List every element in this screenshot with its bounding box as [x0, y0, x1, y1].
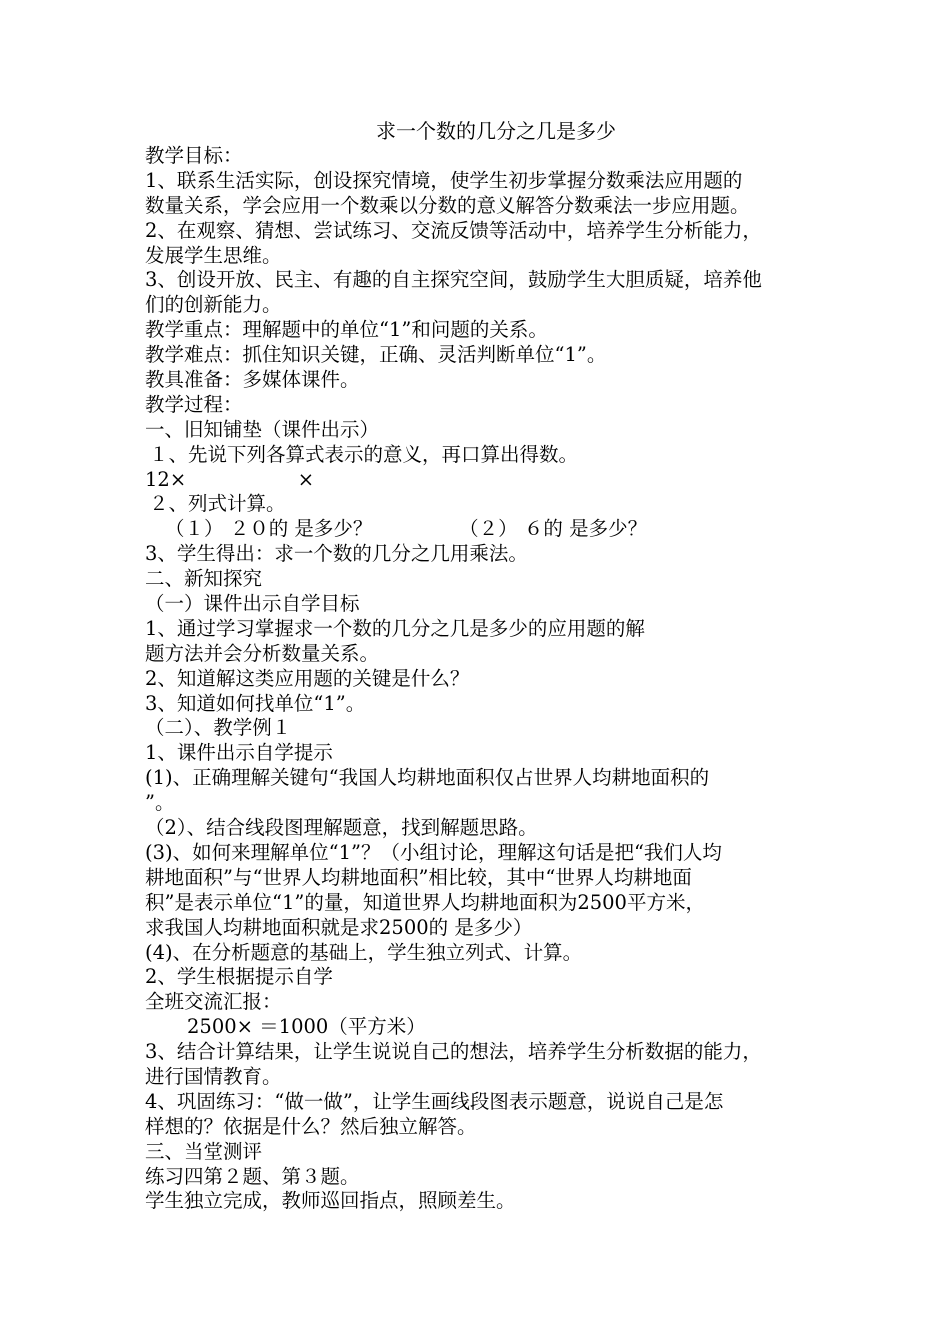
text-line: 进行国情教育。: [145, 1064, 282, 1088]
text-line: 3、创设开放、民主、有趣的自主探究空间，鼓励学生大胆质疑，培养他: [145, 268, 762, 292]
text-line: 3、结合计算结果，让学生说说自己的想法，培养学生分析数据的能力，: [145, 1040, 762, 1064]
text-line: 教具准备：多媒体课件。: [145, 368, 360, 392]
text-line: 4、巩固练习：“做一做”，让学生画线段图表示题意，说说自己是怎: [145, 1089, 724, 1113]
text-line: (3)、如何来理解单位“1”？（小组讨论，理解这句话是把“我们人均: [145, 840, 722, 864]
text-line: （二）、教学例１: [145, 716, 292, 740]
text-line: 教学过程：: [145, 392, 243, 416]
text-line: 练习四第２题、第３题。: [145, 1164, 360, 1188]
text-line: 们的创新能力。: [145, 293, 282, 317]
text-line: 教学目标：: [145, 144, 243, 167]
text-line: 1、通过学习掌握求一个数的几分之几是多少的应用题的解: [145, 616, 645, 640]
text-line: （2）、结合线段图理解题意，找到解题思路。: [145, 816, 538, 840]
text-line: 2、在观察、猜想、尝试练习、交流反馈等活动中，培养学生分析能力，: [145, 218, 762, 242]
text-line: （１） ２０的 是多少？ （２） ６的 是多少？: [165, 517, 648, 541]
text-line: 样想的？依据是什么？然后独立解答。: [145, 1114, 477, 1138]
text-line: 12× ×: [145, 467, 315, 491]
text-line: 学生独立完成，教师巡回指点，照顾差生。: [145, 1189, 516, 1213]
text-line: 发展学生思维。: [145, 243, 282, 267]
text-line: (1)、正确理解关键句“我国人均耕地面积仅占世界人均耕地面积的: [145, 766, 710, 790]
text-line: 二、新知探究: [145, 567, 263, 591]
text-line: 数量关系，学会应用一个数乘以分数的意义解答分数乘法一步应用题。: [145, 193, 750, 217]
text-line: 教学难点：抓住知识关键，正确、灵活判断单位“1”。: [145, 343, 607, 367]
document-page: [145, 118, 825, 1214]
text-line: 2、学生根据提示自学: [145, 965, 333, 989]
text-line: （一）课件出示自学目标: [145, 592, 360, 616]
text-line: 耕地面积”与“世界人均耕地面积”相比较，其中“世界人均耕地面: [145, 865, 692, 889]
text-line: １、先说下列各算式表示的意义，再口算出得数。: [149, 442, 579, 466]
text-line: 全班交流汇报：: [145, 990, 282, 1014]
text-line: 一、旧知铺垫（课件出示）: [145, 417, 380, 441]
text-line: 2500× ＝1000（平方米）: [187, 1015, 426, 1039]
text-line: 1、课件出示自学提示: [145, 741, 333, 765]
text-line: ”。: [145, 791, 175, 815]
text-line: 求我国人均耕地面积就是求2500的 是多少）: [145, 915, 533, 939]
text-line: 题方法并会分析数量关系。: [145, 641, 380, 665]
text-line: 1、联系生活实际，创设探究情境，使学生初步掌握分数乘法应用题的: [145, 168, 743, 192]
document-title: 求一个数的几分之几是多少: [376, 119, 616, 143]
text-line: ２、列式计算。: [149, 492, 286, 516]
text-line: 教学重点：理解题中的单位“1”和问题的关系。: [145, 318, 548, 342]
text-line: 3、知道如何找单位“1”。: [145, 691, 366, 715]
text-line: 2、知道解这类应用题的关键是什么？: [145, 666, 470, 690]
text-line: 三、当堂测评: [145, 1139, 263, 1163]
text-line: 3、学生得出：求一个数的几分之几用乘法。: [145, 542, 528, 566]
text-line: 积”是表示单位“1”的量，知道世界人均耕地面积为2500平方米，: [145, 890, 705, 914]
text-line: (4)、在分析题意的基础上，学生独立列式、计算。: [145, 940, 583, 964]
